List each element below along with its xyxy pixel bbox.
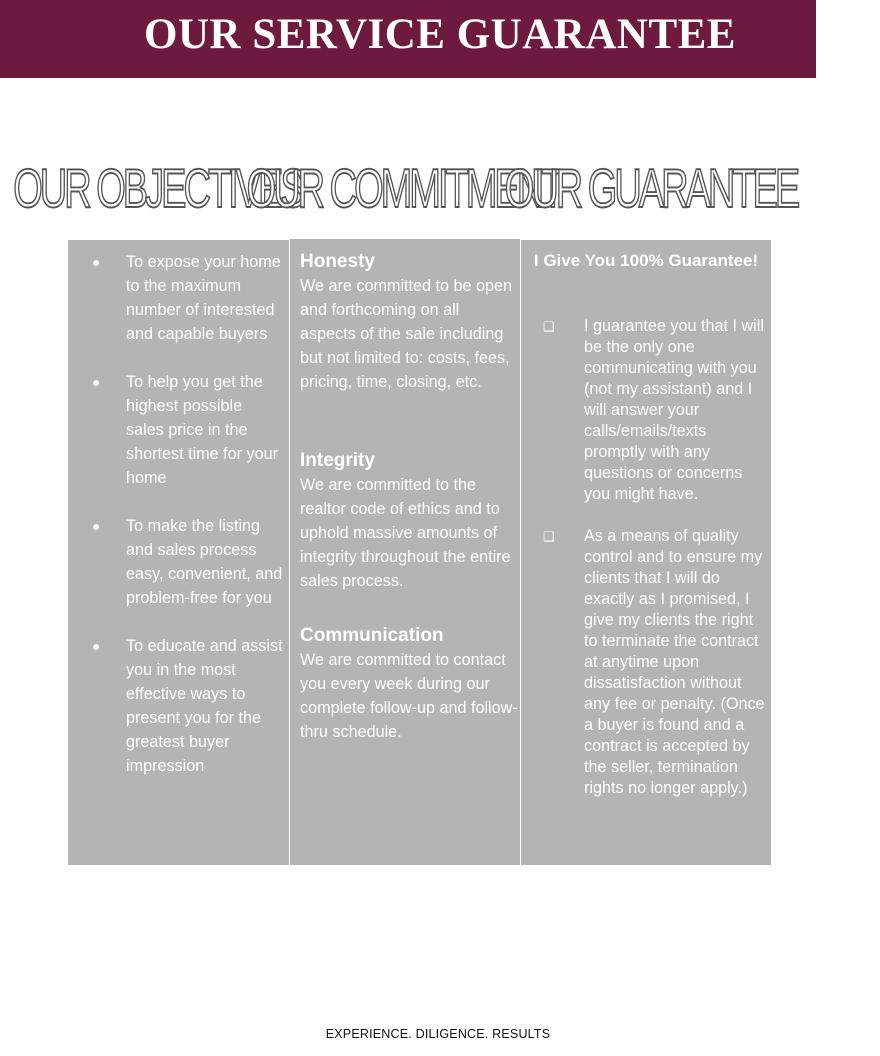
list-item <box>68 370 289 490</box>
bullet-dot-icon: ● <box>92 374 101 390</box>
objectives-list <box>68 250 289 802</box>
checkbox-bullet-icon: ❏ <box>543 319 555 334</box>
objectives-heading-text: OUR OBJECTIVES <box>13 158 303 220</box>
objective-text: To make the listing and sales process easy, convenient, and problem-free for you <box>126 517 283 607</box>
page-title: OUR SERVICE GUARANTEE <box>144 11 736 58</box>
section-text: We are committed to contact you every week during our complete follow-up and follow-thru schedule. <box>300 651 518 741</box>
commitment-panel <box>289 239 521 865</box>
objectives-heading <box>13 158 303 220</box>
guarantee-heading-text: OUR GUARANTEE <box>504 158 798 220</box>
list-item <box>68 634 289 778</box>
objective-text: To expose your home to the maximum number of interested and capable buyers <box>126 253 281 343</box>
commitment-heading-text: OUR COMMITMENT <box>246 158 562 220</box>
guarantee-text: As a means of quality control and to ensure my clients that I will do exactly as I promised, I give my clients the right to terminate the contract at anytime upon dissatisfaction without any fee or penalty. (Once a buyer is found and a contract is accepted by the seller, termination rights no longer apply.) <box>584 527 765 797</box>
guarantee-panel <box>521 240 771 865</box>
section-heading: Honesty <box>300 251 375 272</box>
header-banner <box>0 0 816 78</box>
section-heading: Integrity <box>300 450 375 471</box>
bullet-dot-icon: ● <box>92 254 101 270</box>
list-item <box>68 514 289 610</box>
objectives-panel <box>68 240 289 865</box>
guarantee-text: I guarantee you that I will be the only one communicating with you (not my assistant) and I will answer your calls/emails/texts promptly with any questions or concerns you might have. <box>584 317 764 503</box>
section-heading: Communication <box>300 625 444 646</box>
footer-tagline: EXPERIENCE. DILIGENCE. RESULTS <box>325 1027 551 1041</box>
bullet-dot-icon: ● <box>92 518 101 534</box>
commitment-heading <box>246 158 562 220</box>
bullet-dot-icon: ● <box>92 638 101 654</box>
objective-text: To educate and assist you in the most effective ways to present you for the greatest buyer impression <box>126 637 283 775</box>
commitment-section-communication <box>300 624 518 744</box>
section-text: We are committed to be open and forthcoming on all aspects of the sale including but not limited to: costs, fees, pricing, time, closing, etc. <box>300 277 513 391</box>
list-item <box>521 316 771 505</box>
guarantee-title: I Give You 100% Guarantee! <box>533 251 759 270</box>
checkbox-bullet-icon: ❏ <box>543 529 555 544</box>
guarantee-heading <box>504 158 798 220</box>
objective-text: To help you get the highest possible sales price in the shortest time for your home <box>126 373 279 487</box>
list-item <box>521 526 771 799</box>
commitment-section-integrity <box>300 449 518 593</box>
list-item <box>68 250 289 346</box>
commitment-section-honesty <box>300 250 518 394</box>
section-text: We are committed to the realtor code of ethics and to uphold massive amounts of integrity throughout the entire sales process. <box>300 476 511 590</box>
